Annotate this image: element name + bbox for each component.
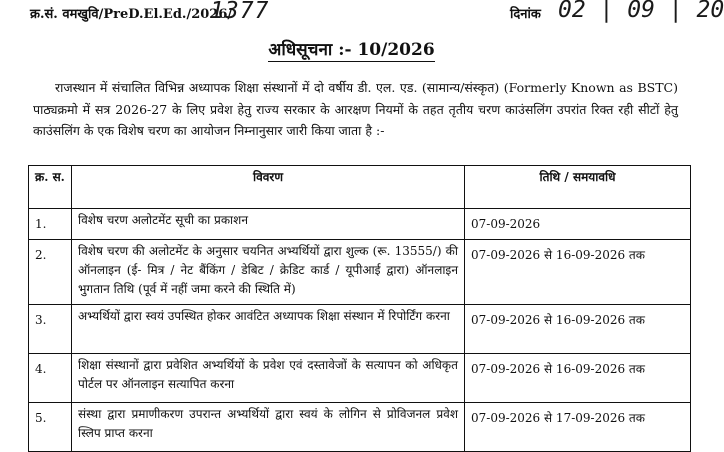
row-serial: 3.: [29, 305, 72, 354]
notification-title-text: अधिसूचना :- 10/2026: [268, 40, 435, 60]
table-row: [29, 354, 691, 403]
table-row: [29, 305, 691, 354]
header-serial: क्र. स.: [29, 166, 72, 209]
row-date: 07-09-2026 से 16-09-2026 तक: [465, 305, 691, 354]
notification-title: [0, 37, 703, 60]
row-description: अभ्यर्थियों द्वारा स्वयं उपस्थित होकर आवंटित अध्यापक शिक्षा संस्थान में रिपोर्टिंग करना: [72, 305, 465, 354]
row-serial: 1.: [29, 209, 72, 240]
table-row: [29, 403, 691, 452]
schedule-table: [28, 165, 691, 452]
row-description: विशेष चरण की अलोटमेंट के अनुसार चयनित अभ्यर्थियों द्वारा शुल्क (रू. 13555/) की ऑनलाइन (ई- मित्र / नेट बैंकिंग / डेबिट / क्रेडिट कार्ड / यूपीआई द्वारा) ऑनलाइन भुगतान तिथि (पूर्व में नहीं जमा करने की स्थिति में): [72, 240, 465, 305]
row-serial: 4.: [29, 354, 72, 403]
row-description: शिक्षा संस्थानों द्वारा प्रवेशित अभ्यर्थियों के प्रवेश एवं दस्तावेजों के सत्यापन को अधिकृत पोर्टल पर ऑनलाइन सत्यापित करना: [72, 354, 465, 403]
handwritten-date: 02 | 09 | 20: [558, 0, 724, 23]
table-row: [29, 240, 691, 305]
row-date: 07-09-2026 से 16-09-2026 तक: [465, 240, 691, 305]
date-label: दिनांक: [510, 7, 541, 22]
intro-paragraph: राजस्थान में संचालित विभिन्न अध्यापक शिक्षा संस्थानों में दो वर्षीय डी. एल. एड. (सामान्य/संस्कृत) (Formerly Known as BSTC) पाठ्यक्रमो में सत्र 2026-27 के लिए प्रवेश हेतु राज्य सरकार के आरक्षण नियमों के तहत तृतीय चरण काउंसलिंग उपरांत रिक्त रही सीटों हेतु काउंसलिंग के एक विशेष चरण का आयोजन निम्नानुसार जारी किया जाता है :-: [33, 80, 678, 138]
row-serial: 2.: [29, 240, 72, 305]
row-serial: 5.: [29, 403, 72, 452]
handwritten-reference-number: 1377: [210, 0, 270, 24]
row-date: 07-09-2026 से 16-09-2026 तक: [465, 354, 691, 403]
table-row: [29, 209, 691, 240]
row-description: संस्था द्वारा प्रमाणीकरण उपरान्त अभ्यर्थियों द्वारा स्वयं के लोगिन से प्रोविजनल प्रवेश स्लिप प्राप्त करना: [72, 403, 465, 452]
row-date: 07-09-2026 से 17-09-2026 तक: [465, 403, 691, 452]
table-header-row: [29, 166, 691, 209]
header-description: विवरण: [72, 166, 465, 209]
row-date: 07-09-2026: [465, 209, 691, 240]
row-description: विशेष चरण अलोटमेंट सूची का प्रकाशन: [72, 209, 465, 240]
header-date: तिथि / समयावधि: [465, 166, 691, 209]
reference-number-label: क्र.सं. वमखुवि/PreD.El.Ed./2026/: [30, 7, 233, 22]
